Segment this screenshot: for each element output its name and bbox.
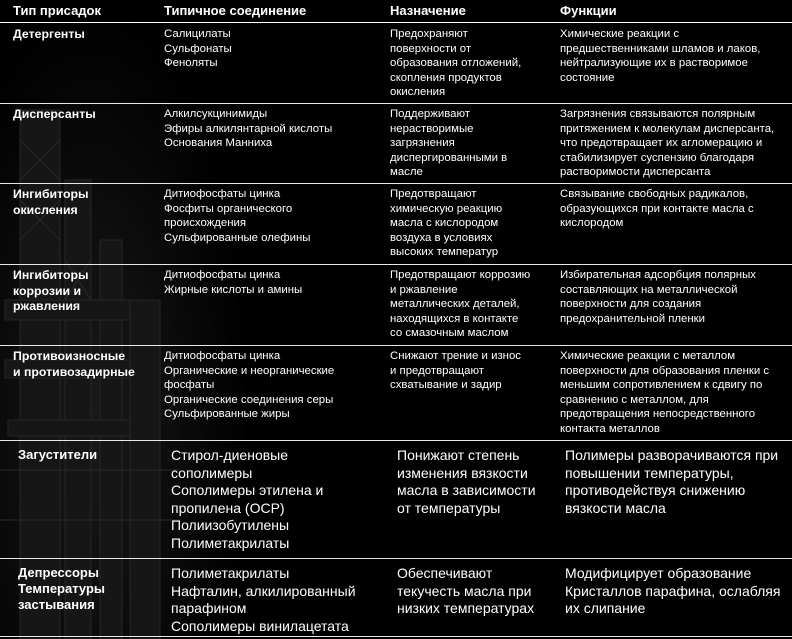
cell-line: текучесть масла при (397, 582, 532, 599)
cell-purpose (390, 268, 550, 341)
cell-type (18, 565, 163, 613)
cell-line: Химические реакции с металлом (560, 350, 736, 362)
cell-line: Эфиры алкилянтарной кислоты (164, 122, 333, 135)
cell-purpose (397, 447, 557, 517)
cell-purpose (397, 565, 557, 618)
cell-line: Загрязнения связываются полярным (560, 108, 756, 120)
cell-line: и противозадирные (13, 364, 135, 379)
cell-line: противодействуя снижению (565, 482, 746, 499)
cell-line: образования отложений, (390, 57, 522, 70)
header-functions: Функции (560, 3, 617, 18)
cell-line: изменения вязкости (397, 464, 528, 481)
cell-line: поверхности от (390, 42, 472, 55)
cell-line: окисления (390, 86, 446, 99)
cell-line: масла с кислородом (390, 217, 499, 230)
cell-line: Ингибиторы (13, 268, 89, 282)
table-header (0, 0, 792, 23)
cell-line: металлических деталей, (390, 298, 520, 311)
cell-line: Нафталин, алкилированный (171, 582, 356, 599)
cell-line: сополимеры (171, 464, 253, 481)
cell-line: высоких температур (390, 246, 499, 259)
cell-type (13, 268, 158, 315)
cell-line: масле (390, 166, 423, 179)
cell-functions (560, 349, 790, 437)
table-row (0, 265, 792, 346)
cell-line: Дитиофосфаты цинка (164, 350, 281, 362)
cell-line: растворимости дисперсанта (560, 166, 711, 179)
cell-line: воздуха в условиях (390, 231, 493, 244)
cell-line: Сульфонаты (164, 42, 232, 55)
header-purpose: Назначение (390, 3, 466, 18)
cell-line: Жирные кислоты и амины (164, 283, 303, 296)
cell-line: Предотвращают коррозию (390, 269, 531, 281)
cell-line: Дитиофосфаты цинка (164, 269, 281, 281)
cell-line: Противоизносные (13, 349, 126, 363)
cell-line: Депрессоры (18, 565, 99, 580)
cell-line: Обеспечивают (397, 565, 493, 581)
cell-line: составляющих на металлической (560, 283, 738, 296)
cell-line: Поддерживают (390, 108, 470, 120)
cell-line: и ржавление (390, 283, 458, 296)
cell-line: от температуры (397, 499, 501, 516)
cell-functions (565, 447, 792, 517)
cell-line: со смазочным маслом (390, 327, 509, 340)
header-type: Тип присадок (13, 3, 102, 18)
cell-line: их слипание (565, 600, 646, 617)
cell-line: Салицилаты (164, 28, 231, 40)
cell-type (13, 107, 158, 123)
table-row (0, 441, 792, 559)
table-row (0, 346, 792, 441)
cell-line: повышении температуры, (565, 464, 734, 481)
cell-line: Сульфированные олефины (164, 231, 311, 244)
cell-functions (560, 107, 790, 180)
cell-line: схватывание и задир (390, 379, 502, 392)
cell-line: низких температурах (397, 600, 535, 617)
cell-line: химическую реакцию (390, 202, 503, 215)
cell-line: Феноляты (164, 57, 218, 70)
header-compound: Типичное соединение (164, 3, 307, 18)
cell-line: Избирательная адсорбция полярных (560, 269, 756, 281)
cell-line: Связывание свободных радикалов, (560, 188, 749, 200)
cell-line: контакта металлов (560, 422, 660, 435)
cell-line: Сульфированные жиры (164, 408, 290, 421)
cell-line: Модифицирует образование (565, 565, 752, 581)
cell-functions (560, 187, 790, 231)
cell-type (13, 349, 158, 380)
cell-line: притяжением к молекулам дисперсанта, (560, 122, 775, 135)
cell-line: Дитиофосфаты цинка (164, 188, 281, 200)
row-divider (0, 636, 792, 637)
cell-type (13, 27, 158, 43)
cell-purpose (390, 187, 550, 260)
cell-line: Органические и неорганические (164, 364, 335, 377)
cell-type (18, 447, 163, 463)
cell-line: коррозии и (13, 283, 82, 298)
cell-line: поверхности для образования пленки с (560, 364, 770, 377)
cell-line: предшественниками шламов и лаков, (560, 42, 761, 55)
cell-functions (560, 268, 790, 326)
cell-line: фосфаты (164, 379, 215, 392)
cell-line: Дисперсанты (13, 107, 96, 121)
cell-line: ржавления (13, 299, 81, 313)
cell-line: окисления (13, 202, 78, 217)
cell-compound (164, 268, 384, 297)
cell-compound (164, 349, 384, 422)
cell-line: парафином (171, 600, 247, 617)
cell-compound (171, 565, 391, 635)
cell-line: Сополимеры винилацетата (171, 617, 349, 634)
cell-line: состояние (560, 71, 615, 84)
cell-line: Детергенты (13, 27, 85, 41)
cell-line: Полиметакрилаты (171, 534, 290, 551)
cell-line: происхождения (164, 217, 247, 230)
table-row (0, 24, 792, 104)
cell-line: меньшим сопротивлением к сдвигу по (560, 379, 763, 392)
cell-purpose (390, 349, 550, 393)
cell-line: Ингибиторы (13, 187, 89, 201)
cell-line: Предохраняют (390, 28, 468, 40)
cell-line: Кристаллов парафина, ослабляя (565, 582, 781, 599)
cell-compound (164, 107, 384, 151)
cell-line: Стирол-диеновые (171, 447, 289, 463)
cell-line: предохранительной пленки (560, 312, 706, 325)
cell-line: Полиметакрилаты (171, 565, 290, 581)
cell-line: предотвращения непосредственного (560, 408, 756, 421)
cell-type (13, 187, 158, 218)
cell-line: Алкилсукцинимиды (164, 108, 268, 120)
cell-line: вязкости масла (565, 499, 666, 516)
cell-line: находящихся в контакте (390, 312, 519, 325)
cell-compound (171, 447, 391, 553)
cell-functions (565, 565, 792, 618)
cell-line: поверхности для создания (560, 298, 702, 311)
cell-line: загрязнения (390, 137, 455, 150)
cell-line: нерастворимые (390, 122, 474, 135)
cell-line: Полимеры разворачиваются при (565, 447, 779, 463)
cell-line: что предотвращает их агломерацию и (560, 137, 763, 150)
cell-line: Фосфиты органического (164, 202, 293, 215)
cell-compound (164, 27, 384, 71)
cell-line: Температуры (18, 581, 106, 596)
cell-line: и предотвращают (390, 364, 484, 377)
cell-line: кислородом (560, 217, 624, 230)
cell-line: Органические соединения серы (164, 393, 334, 406)
cell-line: застывания (18, 597, 95, 612)
table-row (0, 104, 792, 184)
cell-purpose (390, 27, 550, 100)
cell-line: Понижают степень (397, 447, 520, 463)
cell-line: масла в зависимости (397, 482, 536, 499)
cell-line: диспергированными в (390, 151, 508, 164)
cell-line: стабилизирует суспензию благодаря (560, 151, 755, 164)
table-row (0, 559, 792, 637)
cell-line: скопления продуктов (390, 71, 502, 84)
cell-functions (560, 27, 790, 85)
cell-line: Основания Манниха (164, 137, 273, 150)
cell-compound (164, 187, 384, 245)
cell-line: пропилена (OCP) (171, 499, 285, 516)
cell-line: Снижают трение и износ (390, 350, 521, 362)
cell-line: нейтрализующие их в растворимое (560, 57, 748, 70)
table-row (0, 184, 792, 265)
cell-line: Полиизобутилены (171, 517, 290, 534)
cell-purpose (390, 107, 550, 180)
cell-line: Сополимеры этилена и (171, 482, 324, 499)
cell-line: образующихся при контакте масла с (560, 202, 754, 215)
cell-line: Загустители (18, 447, 98, 462)
cell-line: Химические реакции с (560, 28, 680, 40)
cell-line: Предотвращают (390, 188, 477, 200)
cell-line: сравнению с металлом, для (560, 393, 709, 406)
